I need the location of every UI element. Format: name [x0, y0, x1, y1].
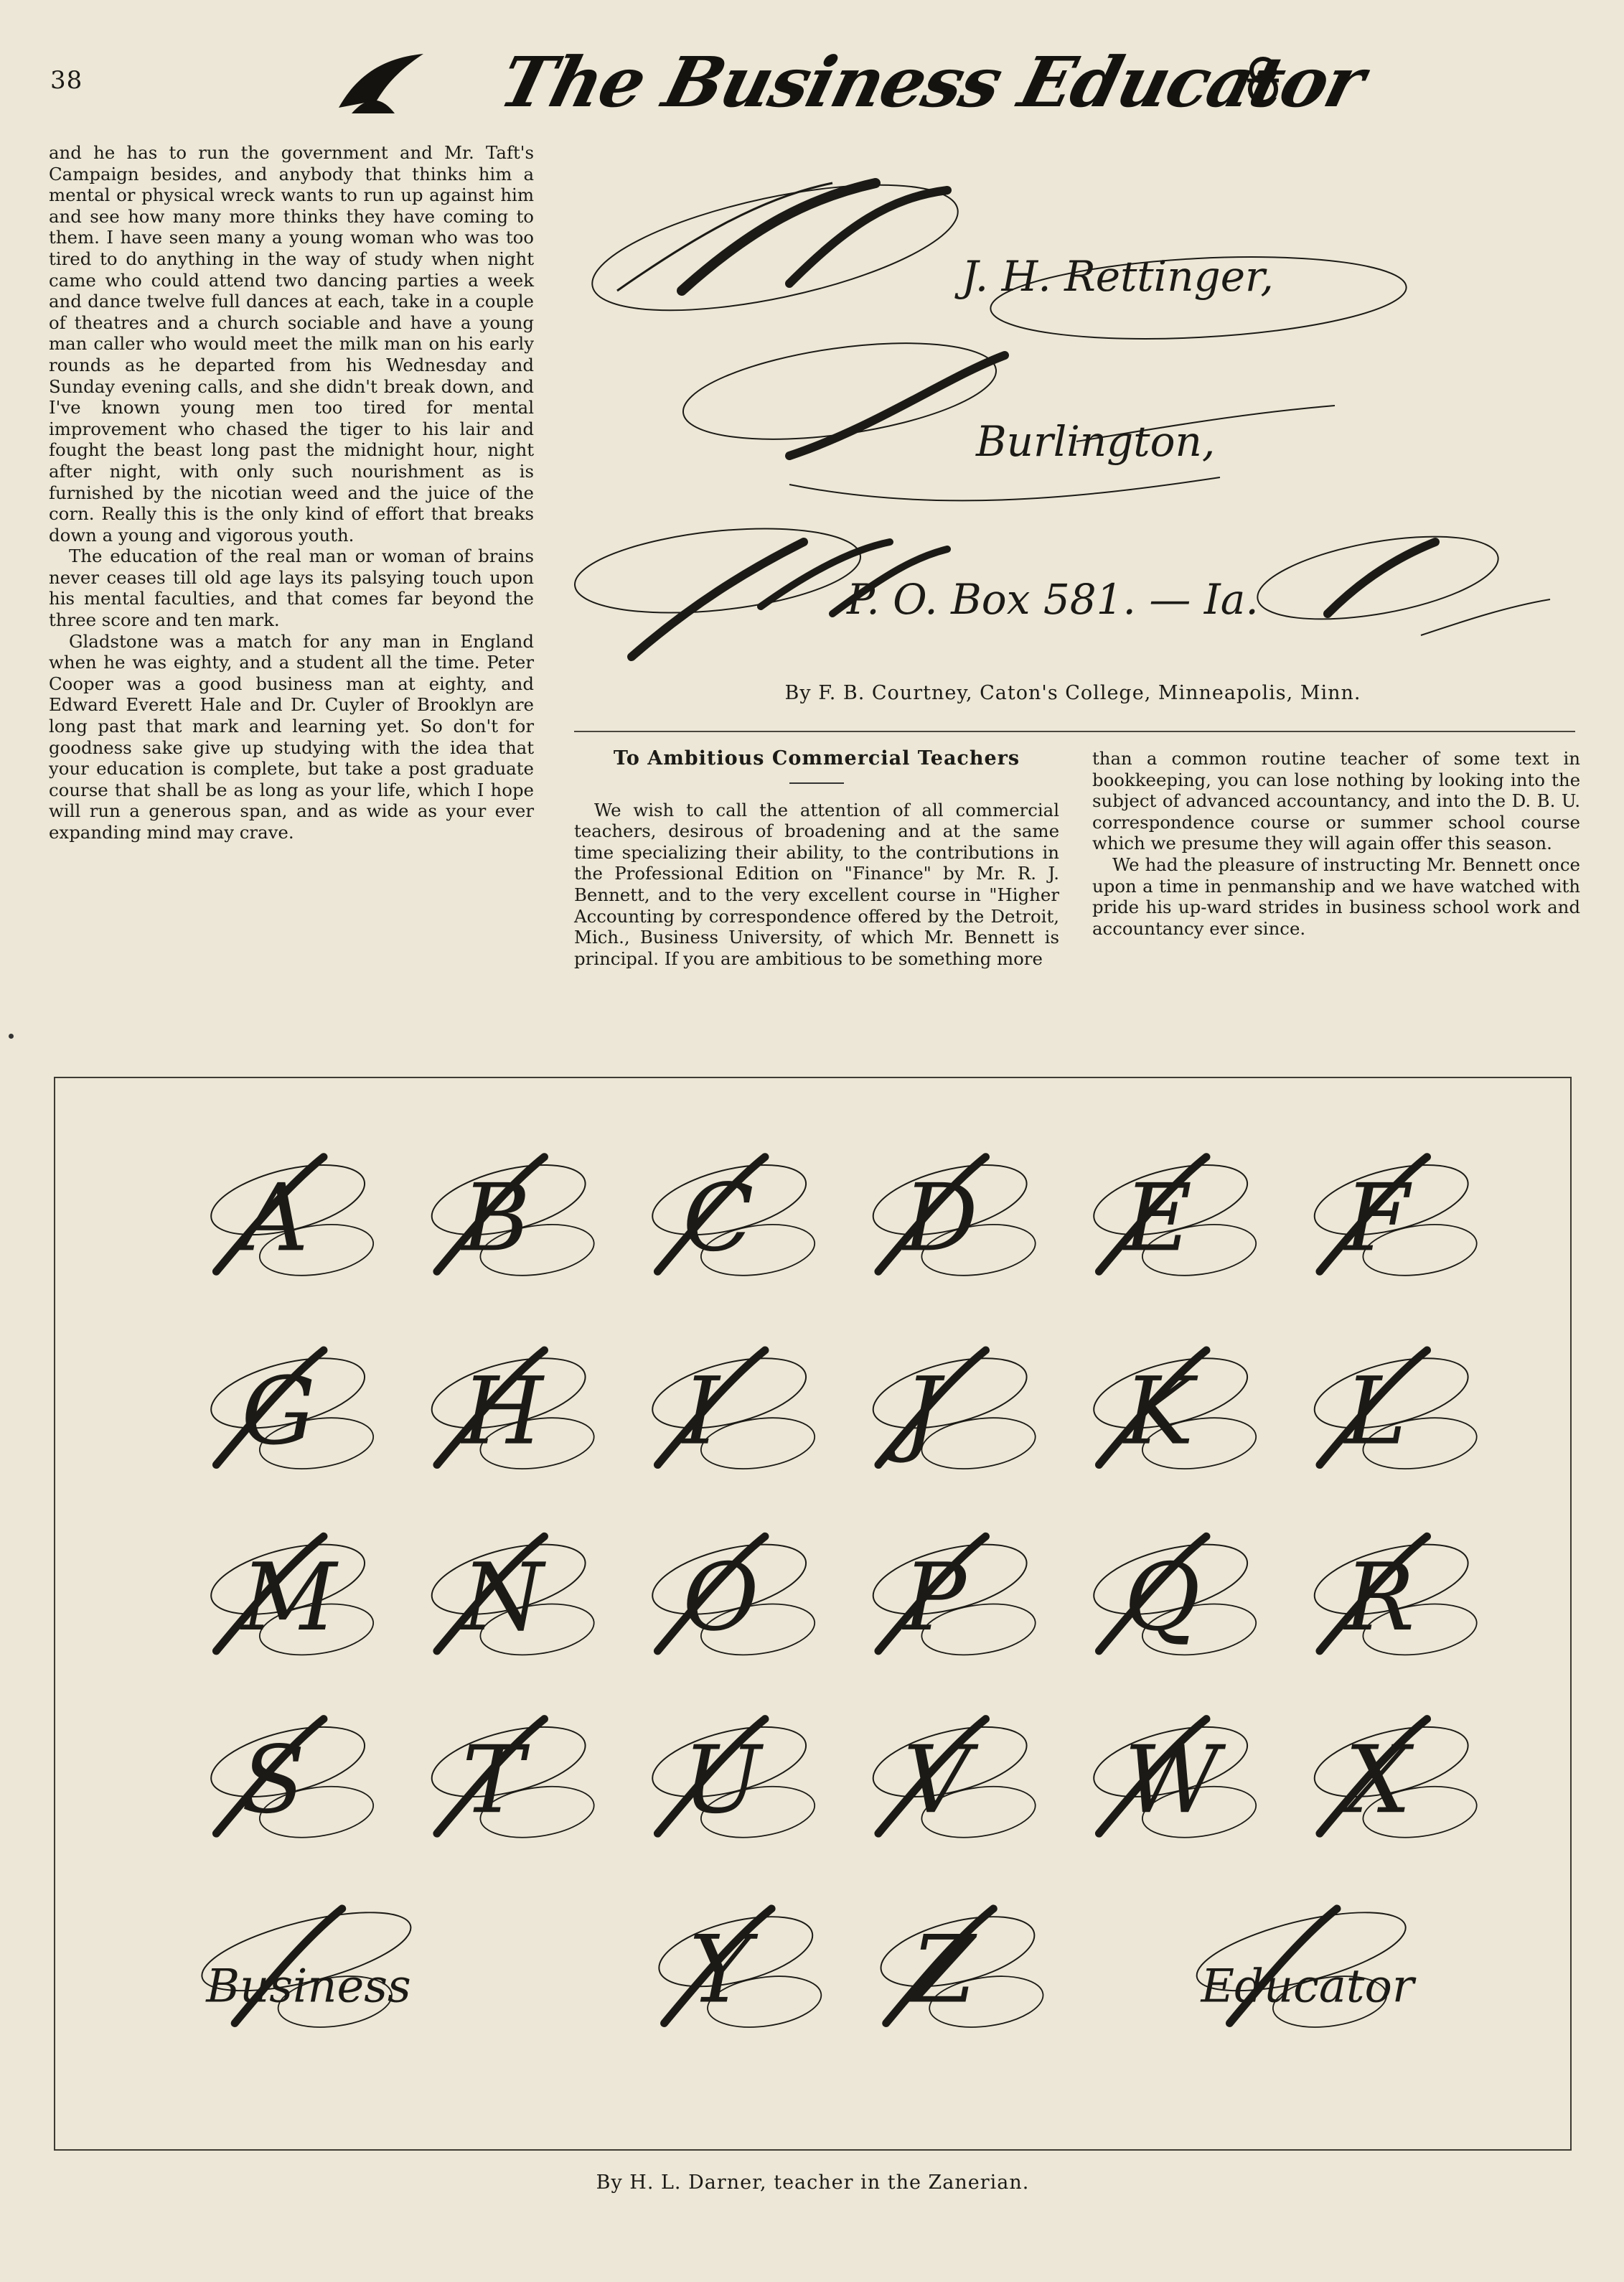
capital-d	[866, 1151, 1038, 1282]
capital-label: I	[682, 1357, 720, 1466]
capital-m	[205, 1531, 377, 1662]
capital-o	[646, 1531, 818, 1662]
left-paragraph-3: Gladstone was a match for any man in England when he was eighty, and a student all the time. Peter Cooper was a good business man at eighty, and Edward Everett Hale and Dr. Cuyler of Brooklyn are long past that mark and learning yet. So don't for goodness sake give up studying with the idea that your education is complete, but take a post graduate course that shall be as long as your life, which I hope will run a generous span, and as wide as your ever expanding mind may crave.	[49, 630, 534, 843]
stray-dot	[9, 1034, 14, 1039]
capital-b	[425, 1151, 597, 1282]
capital-label: C	[682, 1164, 754, 1273]
address-line-3: P. O. Box 581. — Ia.	[847, 575, 1259, 624]
capital-label: U	[682, 1726, 761, 1835]
capital-k	[1087, 1345, 1259, 1476]
capital-educator	[1190, 1897, 1417, 2034]
article-paragraph-2: than a common routine teacher of some text in bookkeeping, you can lose nothing by looking into the subject of advanced accountancy, and into the D. B. U. correspondence course or summer school course which we presume they will again offer this season.	[1092, 748, 1580, 854]
capital-label: E	[1124, 1164, 1192, 1273]
capital-h	[425, 1345, 597, 1476]
capital-n	[425, 1531, 597, 1662]
capital-u	[646, 1713, 818, 1844]
capital-r	[1308, 1531, 1480, 1662]
alphabet-capitals	[55, 1078, 1570, 2149]
capital-e	[1087, 1151, 1259, 1282]
left-paragraph-1: and he has to run the government and Mr. Taft's Campaign besides, and anybody that thinks him a mental or physical wreck wants to run up against him and see how many more thinks they have coming to them. I have seen many a young woman who was too tired to do anything in the way of study when night came who could attend two dancing parties a week and dance twelve full dances at each, take in a couple of theatres and a church sociable and have a young man caller who would meet the milk man on his early rounds as he departed from his Wednesday and Sunday evening calls, and she didn't break down, and I've known young men too tired for mental improvement who chased the tiger to his lair and fought the beast long past the midnight hour, night after night, with only such nourishment as is furnished by the nicotian weed and the juice of the corn. Really this is the only kind of effort that breaks down a young and vigorous youth.	[49, 142, 534, 546]
article-title-rule	[789, 782, 844, 784]
left-paragraph-2: The education of the real man or woman of brains never ceases till old age lays its palsying touch upon his mental faculties, and that comes far beyond the three score and ten mark.	[49, 546, 534, 631]
capital-label: M	[241, 1543, 337, 1652]
capital-label: K	[1124, 1357, 1194, 1466]
capital-l	[1308, 1345, 1480, 1476]
capital-label: Educator	[1201, 1960, 1414, 2014]
address-line-2: Burlington,	[976, 417, 1216, 466]
article-title: To Ambitious Commercial Teachers	[613, 747, 1020, 770]
penmanship-specimen-alphabet	[54, 1077, 1572, 2151]
capital-z	[874, 1904, 1046, 2034]
capital-f	[1308, 1151, 1480, 1282]
capital-label: B	[461, 1164, 531, 1273]
capital-label: W	[1124, 1726, 1220, 1835]
capital-v	[866, 1713, 1038, 1844]
capital-label: R	[1344, 1543, 1415, 1652]
capital-c	[646, 1151, 818, 1282]
capital-label: J	[903, 1357, 941, 1466]
divider-rule	[574, 731, 1575, 732]
article-column-2	[1092, 748, 1580, 939]
capital-label: O	[682, 1543, 759, 1652]
capital-a	[205, 1151, 377, 1282]
capital-w	[1087, 1713, 1259, 1844]
capital-i	[646, 1345, 818, 1476]
masthead-title: The Business Educator	[492, 42, 1372, 123]
capital-label: Z	[911, 1915, 976, 2024]
capital-business	[195, 1897, 418, 2034]
capital-label: L	[1344, 1357, 1407, 1466]
capital-label: A	[241, 1164, 309, 1273]
capital-label: H	[461, 1357, 543, 1466]
address-line-1: J. H. Rettinger,	[962, 252, 1274, 301]
caption-darner: By H. L. Darner, teacher in the Zanerian.	[596, 2171, 1030, 2194]
capital-q	[1087, 1531, 1259, 1662]
article-column-1	[574, 748, 1059, 969]
capital-j	[866, 1345, 1038, 1476]
article-paragraph-3: We had the pleasure of instructing Mr. Bennett once upon a time in penmanship and we have watched with pride his up-ward strides in business school work and accountancy ever since.	[1092, 854, 1580, 939]
capital-label: X	[1344, 1726, 1412, 1835]
capital-t	[425, 1713, 597, 1844]
capital-y	[652, 1904, 825, 2034]
capital-label: Business	[206, 1960, 411, 2014]
caption-courtney: By F. B. Courtney, Caton's College, Minneapolis, Minn.	[784, 682, 1361, 704]
capital-label: S	[241, 1726, 306, 1835]
capital-p	[866, 1531, 1038, 1662]
capital-label: V	[903, 1726, 971, 1835]
capital-label: Y	[689, 1915, 751, 2024]
capital-label: D	[903, 1164, 978, 1273]
masthead	[337, 29, 1372, 129]
left-column	[49, 142, 534, 843]
page-number: 38	[50, 66, 83, 95]
capital-s	[205, 1713, 377, 1844]
penmanship-specimen-address	[574, 140, 1579, 671]
capital-x	[1308, 1713, 1480, 1844]
article-paragraph-1: We wish to call the attention of all commercial teachers, desirous of broadening and at the same time specializing their ability, to the contributions in the Professional Edition on "Finance" by Mr. R. J. Bennett, and to the very excellent course in "Higher Accounting by correspondence offered by the Detroit, Mich., Business University, of which Mr. Bennett is principal. If you are ambitious to be something more	[574, 799, 1059, 969]
capital-label: G	[241, 1357, 316, 1466]
flourish-address	[574, 140, 1579, 671]
capital-label: P	[903, 1543, 967, 1652]
capital-label: Q	[1124, 1543, 1201, 1652]
capital-label: T	[461, 1726, 525, 1835]
capital-label: N	[461, 1543, 544, 1652]
capital-g	[205, 1345, 377, 1476]
capital-label: F	[1344, 1164, 1409, 1273]
